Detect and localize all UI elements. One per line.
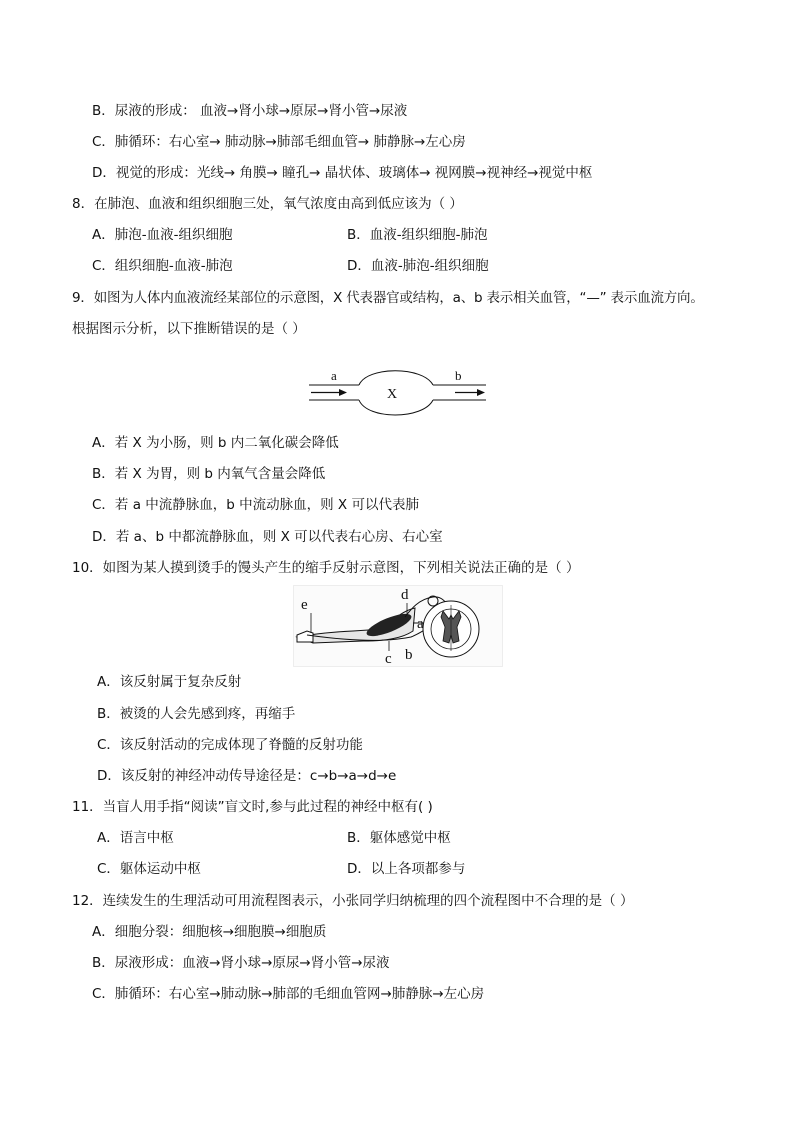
blood-flow-diagram	[305, 364, 490, 422]
flow-arrow-a-head	[339, 389, 347, 396]
organ-x-label: X	[387, 387, 398, 402]
q11-stem: 11．当盲人用手指“阅读”盲文时,参与此过程的神经中枢有( )	[72, 799, 433, 815]
q8-option-d: D．血液-肺泡-组织细胞	[347, 258, 489, 274]
q10-option-b: B．被烫的人会先感到疼，再缩手	[97, 706, 296, 722]
q8-option-c: C．组织细胞-血液-肺泡	[92, 258, 233, 274]
q12-stem: 12．连续发生的生理活动可用流程图表示，小张同学归纳梳理的四个流程图中不合理的是（ ）	[72, 893, 634, 909]
q9-option-d: D．若 a、b 中都流静脉血，则 X 可以代表右心房、右心室	[92, 529, 443, 545]
q8-option-b: B．血液-组织细胞-肺泡	[347, 227, 488, 243]
label-d: d	[401, 587, 409, 603]
q7-option-d: D．视觉的形成：光线→ 角膜→ 瞳孔→ 晶状体、玻璃体→ 视网膜→视神经→视觉中枢	[92, 165, 593, 181]
organ-x-upper-outline	[359, 371, 433, 385]
q10-option-a: A．该反射属于复杂反射	[97, 674, 242, 690]
q12-option-c: C．肺循环：右心室→肺动脉→肺部的毛细血管网→肺静脉→左心房	[92, 986, 485, 1002]
q12-option-a: A．细胞分裂：细胞核→细胞膜→细胞质	[92, 924, 327, 940]
flow-arrow-b-head	[477, 389, 485, 396]
q8-option-a: A．肺泡-血液-组织细胞	[92, 227, 233, 243]
q11-option-b: B．躯体感觉中枢	[347, 830, 451, 846]
q8-stem: 8．在肺泡、血液和组织细胞三处，氧气浓度由高到低应该为（ ）	[72, 196, 463, 212]
q9-option-c: C．若 a 中流静脉血，b 中流动脉血，则 X 可以代表肺	[92, 497, 419, 513]
organ-x-lower-outline	[359, 400, 433, 415]
q10-option-c: C．该反射活动的完成体现了脊髓的反射功能	[97, 737, 363, 753]
label-a: a	[417, 616, 424, 632]
q9-stem-line1: 9．如图为人体内血液流经某部位的示意图，X 代表器官或结构，a、b 表示相关血管，“—” 表示血流方向。	[72, 290, 704, 306]
label-b: b	[405, 647, 413, 663]
q11-option-c: C．躯体运动中枢	[97, 861, 201, 877]
vessel-b-label: b	[455, 368, 462, 383]
q9-option-a: A．若 X 为小肠，则 b 内二氧化碳会降低	[92, 435, 339, 451]
q10-option-d: D．该反射的神经冲动传导途径是：c→b→a→d→e	[97, 768, 397, 784]
q7-option-c: C．肺循环：右心室→ 肺动脉→肺部毛细血管→ 肺静脉→左心房	[92, 134, 466, 150]
q9-option-b: B．若 X 为胃，则 b 内氧气含量会降低	[92, 466, 326, 482]
q9-stem-line2: 根据图示分析，以下推断错误的是（ ）	[72, 321, 306, 337]
q11-option-d: D．以上各项都参与	[347, 861, 466, 877]
label-c: c	[385, 651, 392, 667]
vessel-a-label: a	[331, 368, 337, 383]
reflex-arc-diagram	[293, 585, 503, 667]
q12-option-b: B．尿液形成：血液→肾小球→原尿→肾小管→尿液	[92, 955, 390, 971]
q7-option-b: B．尿液的形成： 血液→肾小球→原尿→肾小管→尿液	[92, 103, 408, 119]
q11-option-a: A．语言中枢	[97, 830, 174, 846]
label-e: e	[301, 597, 308, 613]
q10-stem: 10．如图为某人摸到烫手的馒头产生的缩手反射示意图，下列相关说法正确的是（ ）	[72, 560, 580, 576]
